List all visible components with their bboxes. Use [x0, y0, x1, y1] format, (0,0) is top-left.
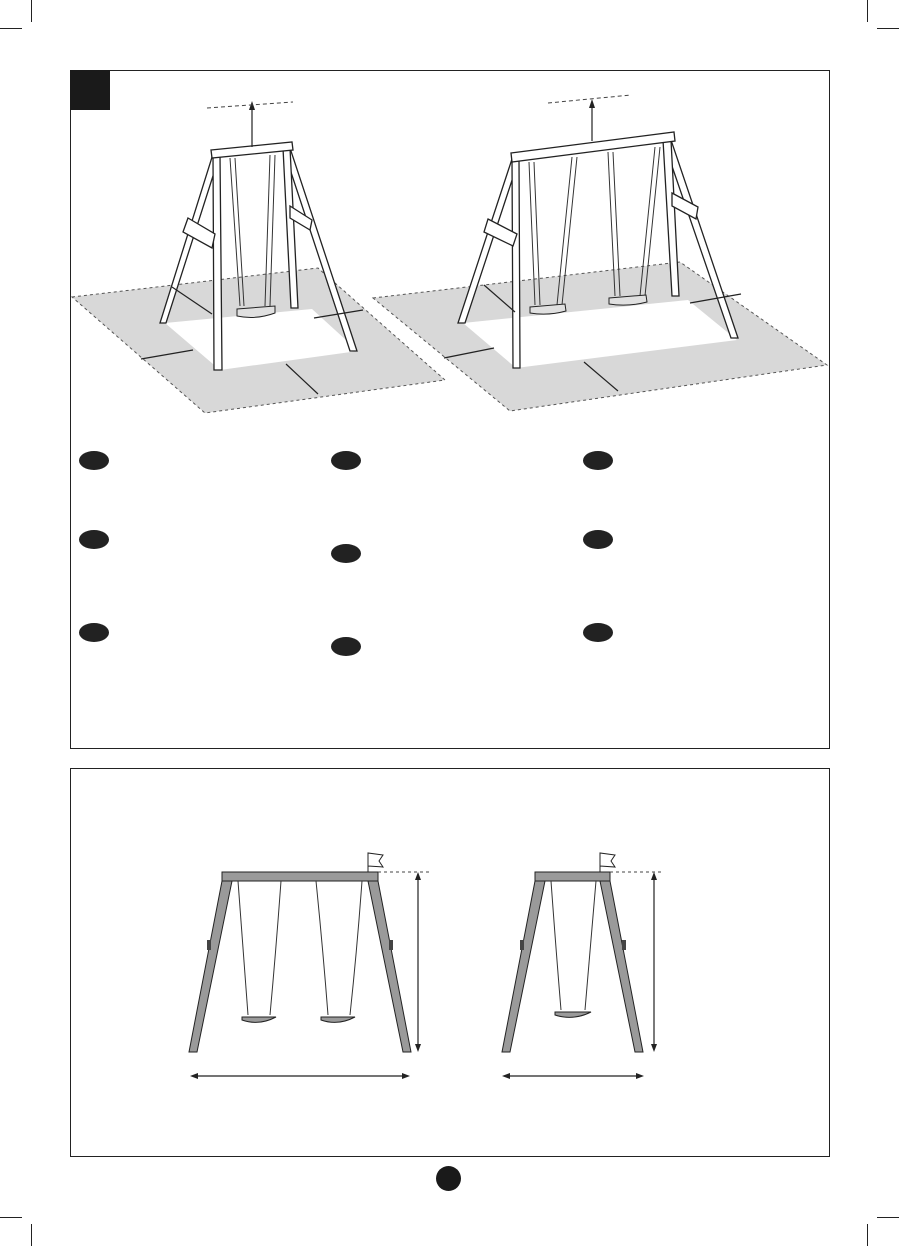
- swing-seat: [321, 1017, 355, 1022]
- single-swing-front-view: [502, 853, 662, 1079]
- flag-icon: [368, 853, 383, 872]
- page-number-badge: [436, 1166, 461, 1191]
- swing-seat: [242, 1017, 276, 1022]
- flag-icon: [600, 853, 615, 872]
- double-swing-front-view: [189, 853, 430, 1079]
- swing-seat: [555, 1012, 591, 1017]
